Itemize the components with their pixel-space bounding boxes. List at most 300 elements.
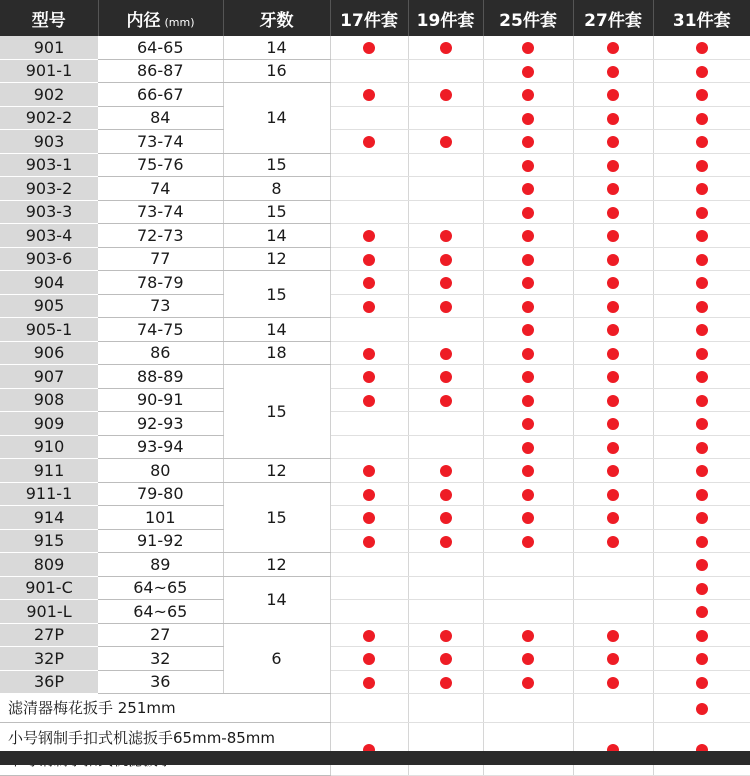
included-dot-icon — [696, 703, 708, 715]
included-dot-icon — [607, 677, 619, 689]
set-cell — [483, 623, 573, 647]
included-dot-icon — [607, 536, 619, 548]
set-cell — [573, 59, 653, 83]
diameter-cell: 77 — [98, 247, 223, 271]
set-cell — [653, 318, 750, 342]
model-cell: 903-6 — [0, 247, 98, 271]
included-dot-icon — [696, 512, 708, 524]
included-dot-icon — [696, 160, 708, 172]
set-cell — [483, 694, 573, 723]
included-dot-icon — [522, 489, 534, 501]
set-cell — [653, 412, 750, 436]
header-set-25: 25件套 — [483, 0, 573, 36]
model-cell: 32P — [0, 647, 98, 671]
set-cell — [408, 529, 483, 553]
table-row — [0, 482, 750, 506]
set-cell — [483, 529, 573, 553]
included-dot-icon — [522, 66, 534, 78]
set-cell — [483, 365, 573, 389]
included-dot-icon — [522, 395, 534, 407]
set-cell — [573, 388, 653, 412]
set-cell — [408, 365, 483, 389]
included-dot-icon — [607, 42, 619, 54]
diameter-cell: 88-89 — [98, 365, 223, 389]
set-cell — [573, 153, 653, 177]
model-cell: 906 — [0, 341, 98, 365]
set-cell — [483, 200, 573, 224]
model-cell: 915 — [0, 529, 98, 553]
set-cell — [653, 529, 750, 553]
diameter-cell: 32 — [98, 647, 223, 671]
set-cell — [330, 224, 408, 248]
model-cell: 27P — [0, 623, 98, 647]
included-dot-icon — [696, 230, 708, 242]
included-dot-icon — [363, 653, 375, 665]
extra-item-line: 滤清器梅花扳手 251mm — [8, 699, 176, 717]
teeth-cell: 14 — [223, 224, 330, 248]
set-cell — [408, 224, 483, 248]
included-dot-icon — [607, 512, 619, 524]
set-cell — [653, 200, 750, 224]
set-cell — [330, 506, 408, 530]
set-cell — [483, 177, 573, 201]
included-dot-icon — [522, 512, 534, 524]
set-cell — [573, 670, 653, 694]
included-dot-icon — [440, 536, 452, 548]
included-dot-icon — [696, 113, 708, 125]
set-cell — [330, 59, 408, 83]
set-cell — [483, 506, 573, 530]
extra-item-row — [0, 694, 750, 723]
diameter-cell: 64~65 — [98, 576, 223, 600]
set-cell — [573, 459, 653, 483]
set-cell — [483, 553, 573, 577]
included-dot-icon — [522, 630, 534, 642]
table-row — [0, 271, 750, 295]
set-cell — [573, 247, 653, 271]
included-dot-icon — [522, 230, 534, 242]
included-dot-icon — [363, 465, 375, 477]
teeth-cell: 12 — [223, 553, 330, 577]
teeth-cell: 8 — [223, 177, 330, 201]
table-row — [0, 318, 750, 342]
included-dot-icon — [696, 489, 708, 501]
included-dot-icon — [607, 89, 619, 101]
included-dot-icon — [696, 630, 708, 642]
header-teeth: 牙数 — [223, 0, 330, 36]
model-cell: 908 — [0, 388, 98, 412]
included-dot-icon — [696, 42, 708, 54]
diameter-cell: 75-76 — [98, 153, 223, 177]
teeth-cell: 14 — [223, 576, 330, 623]
included-dot-icon — [696, 301, 708, 313]
table-row — [0, 294, 750, 318]
table-row — [0, 247, 750, 271]
table-row — [0, 36, 750, 59]
set-cell — [653, 694, 750, 723]
included-dot-icon — [440, 348, 452, 360]
set-cell — [408, 271, 483, 295]
set-cell — [573, 553, 653, 577]
included-dot-icon — [607, 183, 619, 195]
diameter-cell: 74 — [98, 177, 223, 201]
set-cell — [408, 106, 483, 130]
set-cell — [483, 670, 573, 694]
set-cell — [330, 553, 408, 577]
diameter-cell: 73 — [98, 294, 223, 318]
set-cell — [653, 224, 750, 248]
included-dot-icon — [522, 42, 534, 54]
included-dot-icon — [363, 136, 375, 148]
set-cell — [653, 106, 750, 130]
included-dot-icon — [363, 677, 375, 689]
set-cell — [330, 459, 408, 483]
diameter-cell: 78-79 — [98, 271, 223, 295]
set-cell — [483, 59, 573, 83]
included-dot-icon — [696, 66, 708, 78]
included-dot-icon — [607, 442, 619, 454]
set-cell — [573, 318, 653, 342]
set-cell — [653, 506, 750, 530]
set-cell — [483, 271, 573, 295]
included-dot-icon — [696, 324, 708, 336]
set-cell — [573, 106, 653, 130]
set-cell — [573, 341, 653, 365]
extra-item-line: 小号钢制手扣式机滤扳手65mm-85mm — [8, 729, 276, 747]
diameter-cell: 64-65 — [98, 36, 223, 59]
model-cell: 901 — [0, 36, 98, 59]
table-row — [0, 435, 750, 459]
included-dot-icon — [696, 677, 708, 689]
teeth-cell: 12 — [223, 247, 330, 271]
set-cell — [653, 247, 750, 271]
set-cell — [573, 600, 653, 624]
set-cell — [483, 130, 573, 154]
model-cell: 903-4 — [0, 224, 98, 248]
included-dot-icon — [440, 277, 452, 289]
set-cell — [408, 177, 483, 201]
included-dot-icon — [696, 395, 708, 407]
set-cell — [330, 365, 408, 389]
teeth-cell: 16 — [223, 59, 330, 83]
table-row — [0, 600, 750, 624]
included-dot-icon — [522, 324, 534, 336]
diameter-cell: 80 — [98, 459, 223, 483]
teeth-cell: 15 — [223, 153, 330, 177]
included-dot-icon — [607, 254, 619, 266]
set-cell — [330, 600, 408, 624]
set-cell — [653, 177, 750, 201]
set-cell — [653, 647, 750, 671]
set-cell — [408, 247, 483, 271]
included-dot-icon — [522, 254, 534, 266]
set-cell — [573, 576, 653, 600]
included-dot-icon — [522, 183, 534, 195]
table-row — [0, 529, 750, 553]
model-cell: 909 — [0, 412, 98, 436]
set-cell — [330, 106, 408, 130]
included-dot-icon — [696, 348, 708, 360]
set-cell — [653, 294, 750, 318]
model-cell: 903 — [0, 130, 98, 154]
model-cell: 809 — [0, 553, 98, 577]
included-dot-icon — [440, 395, 452, 407]
set-cell — [408, 576, 483, 600]
set-cell — [573, 271, 653, 295]
set-cell — [573, 529, 653, 553]
set-cell — [573, 294, 653, 318]
teeth-cell: 18 — [223, 341, 330, 365]
set-cell — [573, 83, 653, 107]
included-dot-icon — [363, 42, 375, 54]
included-dot-icon — [607, 630, 619, 642]
included-dot-icon — [522, 442, 534, 454]
included-dot-icon — [363, 371, 375, 383]
set-cell — [330, 412, 408, 436]
table-row — [0, 412, 750, 436]
set-cell — [408, 723, 483, 776]
included-dot-icon — [440, 254, 452, 266]
set-cell — [330, 341, 408, 365]
set-cell — [408, 83, 483, 107]
header-unit: (mm) — [164, 15, 195, 29]
included-dot-icon — [607, 465, 619, 477]
table-row — [0, 130, 750, 154]
included-dot-icon — [363, 89, 375, 101]
set-cell — [483, 153, 573, 177]
table-row — [0, 177, 750, 201]
included-dot-icon — [440, 465, 452, 477]
diameter-cell: 84 — [98, 106, 223, 130]
included-dot-icon — [522, 301, 534, 313]
table-row — [0, 224, 750, 248]
header-diameter: 内径 (mm) — [98, 0, 223, 36]
set-cell — [573, 623, 653, 647]
model-cell: 903-3 — [0, 200, 98, 224]
model-cell: 901-L — [0, 600, 98, 624]
included-dot-icon — [696, 254, 708, 266]
table-row — [0, 388, 750, 412]
model-cell: 903-2 — [0, 177, 98, 201]
set-cell — [653, 482, 750, 506]
included-dot-icon — [522, 207, 534, 219]
diameter-cell: 72-73 — [98, 224, 223, 248]
extra-item-label — [0, 694, 330, 723]
set-cell — [408, 647, 483, 671]
set-cell — [653, 388, 750, 412]
included-dot-icon — [522, 136, 534, 148]
included-dot-icon — [607, 230, 619, 242]
set-cell — [653, 271, 750, 295]
included-dot-icon — [607, 66, 619, 78]
included-dot-icon — [607, 277, 619, 289]
set-cell — [653, 576, 750, 600]
model-cell: 910 — [0, 435, 98, 459]
diameter-cell: 90-91 — [98, 388, 223, 412]
set-cell — [483, 600, 573, 624]
set-cell — [408, 318, 483, 342]
included-dot-icon — [363, 301, 375, 313]
set-cell — [330, 723, 408, 776]
diameter-cell: 93-94 — [98, 435, 223, 459]
included-dot-icon — [607, 136, 619, 148]
header-model: 型号 — [0, 0, 98, 36]
set-cell — [330, 318, 408, 342]
bottom-bar — [0, 751, 750, 765]
set-cell — [653, 341, 750, 365]
set-cell — [330, 623, 408, 647]
model-cell: 903-1 — [0, 153, 98, 177]
set-cell — [483, 224, 573, 248]
model-cell: 904 — [0, 271, 98, 295]
included-dot-icon — [696, 536, 708, 548]
set-cell — [483, 106, 573, 130]
header-set-19: 19件套 — [408, 0, 483, 36]
extra-item-row — [0, 723, 750, 776]
included-dot-icon — [607, 489, 619, 501]
model-cell: 911-1 — [0, 482, 98, 506]
set-cell — [483, 459, 573, 483]
model-cell: 907 — [0, 365, 98, 389]
set-cell — [408, 294, 483, 318]
teeth-cell: 15 — [223, 200, 330, 224]
table-row — [0, 83, 750, 107]
set-cell — [483, 723, 573, 776]
teeth-cell: 15 — [223, 271, 330, 318]
set-cell — [408, 506, 483, 530]
set-cell — [573, 435, 653, 459]
included-dot-icon — [363, 230, 375, 242]
set-cell — [408, 36, 483, 59]
set-cell — [573, 365, 653, 389]
set-cell — [573, 694, 653, 723]
table-row — [0, 106, 750, 130]
table-row — [0, 459, 750, 483]
model-cell: 902-2 — [0, 106, 98, 130]
set-cell — [483, 576, 573, 600]
table-row — [0, 506, 750, 530]
included-dot-icon — [440, 371, 452, 383]
included-dot-icon — [696, 583, 708, 595]
table-row — [0, 153, 750, 177]
set-cell — [573, 36, 653, 59]
included-dot-icon — [696, 606, 708, 618]
included-dot-icon — [440, 630, 452, 642]
model-cell: 911 — [0, 459, 98, 483]
set-cell — [330, 647, 408, 671]
set-cell — [408, 482, 483, 506]
included-dot-icon — [440, 653, 452, 665]
set-cell — [408, 670, 483, 694]
set-cell — [653, 670, 750, 694]
included-dot-icon — [522, 277, 534, 289]
included-dot-icon — [522, 653, 534, 665]
included-dot-icon — [522, 677, 534, 689]
included-dot-icon — [696, 418, 708, 430]
included-dot-icon — [696, 371, 708, 383]
set-cell — [653, 36, 750, 59]
included-dot-icon — [607, 371, 619, 383]
included-dot-icon — [696, 183, 708, 195]
set-cell — [483, 341, 573, 365]
included-dot-icon — [696, 207, 708, 219]
set-cell — [573, 723, 653, 776]
included-dot-icon — [522, 348, 534, 360]
diameter-cell: 101 — [98, 506, 223, 530]
set-cell — [483, 412, 573, 436]
teeth-cell: 15 — [223, 482, 330, 553]
diameter-cell: 86 — [98, 341, 223, 365]
included-dot-icon — [440, 512, 452, 524]
table-row — [0, 59, 750, 83]
included-dot-icon — [522, 536, 534, 548]
included-dot-icon — [696, 442, 708, 454]
included-dot-icon — [440, 301, 452, 313]
diameter-cell: 73-74 — [98, 200, 223, 224]
set-cell — [653, 600, 750, 624]
included-dot-icon — [363, 254, 375, 266]
set-cell — [653, 623, 750, 647]
set-cell — [653, 153, 750, 177]
table-row — [0, 576, 750, 600]
included-dot-icon — [696, 89, 708, 101]
set-cell — [408, 600, 483, 624]
included-dot-icon — [363, 630, 375, 642]
included-dot-icon — [696, 653, 708, 665]
diameter-cell: 86-87 — [98, 59, 223, 83]
model-cell: 901-C — [0, 576, 98, 600]
table-row — [0, 670, 750, 694]
table-row — [0, 647, 750, 671]
diameter-cell: 66-67 — [98, 83, 223, 107]
diameter-cell: 74-75 — [98, 318, 223, 342]
included-dot-icon — [440, 136, 452, 148]
included-dot-icon — [696, 277, 708, 289]
model-cell: 36P — [0, 670, 98, 694]
header-set-31: 31件套 — [653, 0, 750, 36]
included-dot-icon — [363, 277, 375, 289]
model-cell: 901-1 — [0, 59, 98, 83]
included-dot-icon — [522, 371, 534, 383]
set-cell — [483, 318, 573, 342]
set-cell — [330, 247, 408, 271]
teeth-cell: 14 — [223, 36, 330, 59]
diameter-cell: 91-92 — [98, 529, 223, 553]
diameter-cell: 73-74 — [98, 130, 223, 154]
included-dot-icon — [607, 207, 619, 219]
set-cell — [483, 435, 573, 459]
included-dot-icon — [363, 489, 375, 501]
set-cell — [330, 130, 408, 154]
set-cell — [330, 177, 408, 201]
set-cell — [408, 153, 483, 177]
set-cell — [653, 365, 750, 389]
set-cell — [330, 200, 408, 224]
table-row — [0, 623, 750, 647]
set-cell — [573, 224, 653, 248]
set-cell — [483, 647, 573, 671]
included-dot-icon — [363, 536, 375, 548]
set-cell — [573, 130, 653, 154]
included-dot-icon — [696, 465, 708, 477]
set-cell — [408, 341, 483, 365]
set-cell — [483, 388, 573, 412]
included-dot-icon — [607, 348, 619, 360]
model-cell: 905-1 — [0, 318, 98, 342]
included-dot-icon — [522, 113, 534, 125]
included-dot-icon — [607, 160, 619, 172]
set-cell — [653, 83, 750, 107]
